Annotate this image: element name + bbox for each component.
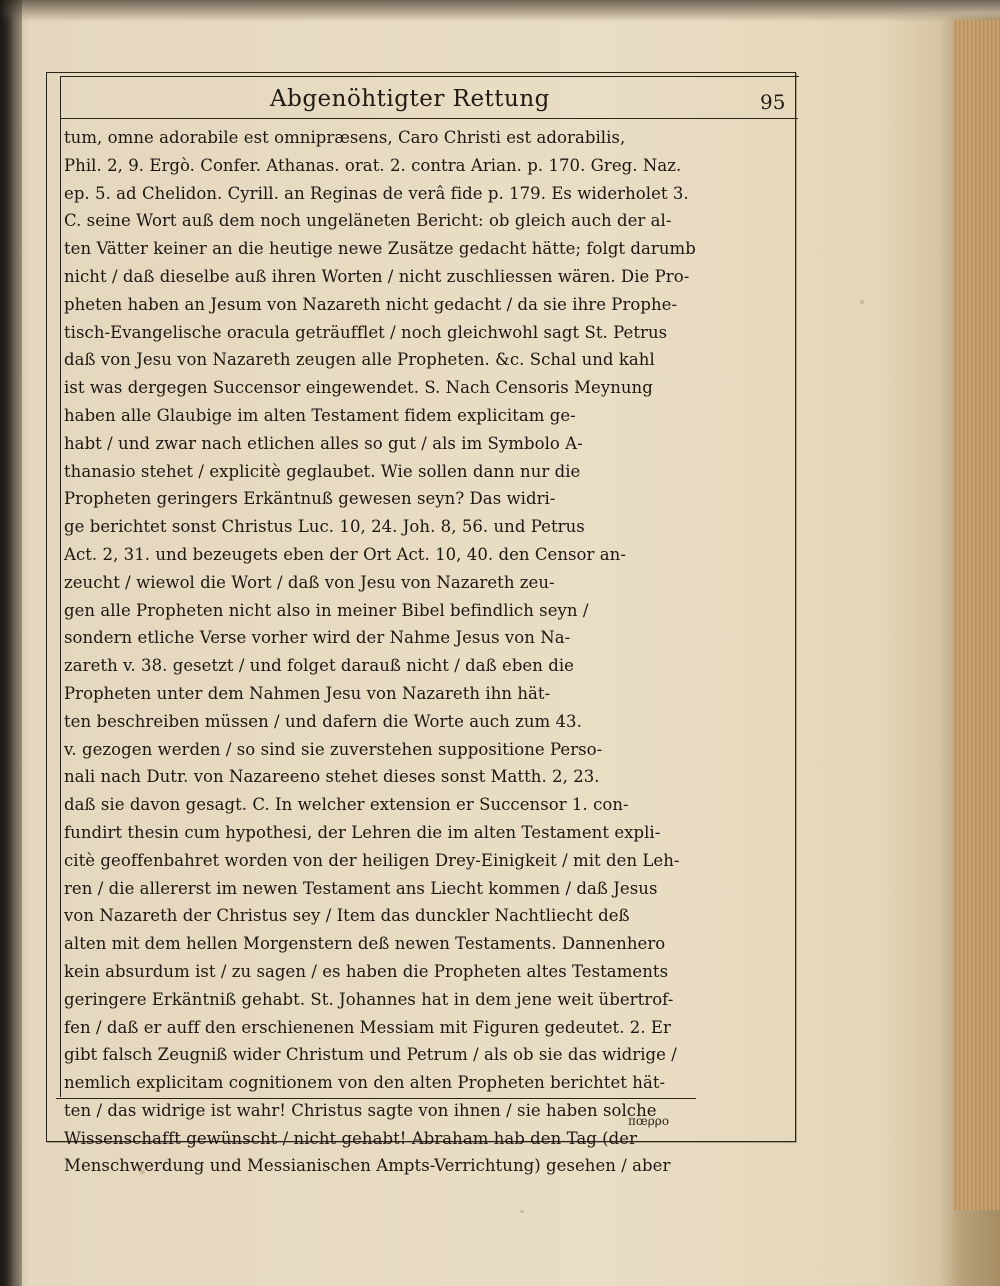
- text-line: von Nazareth der Christus sey / Item das dunckler Nachtliecht deß: [64, 906, 630, 926]
- text-line: thanasio stehet / explicitè geglaubet. Wie sollen dann nur die: [64, 461, 581, 481]
- text-line: alten mit dem hellen Morgenstern deß newen Testaments. Dannenhero: [64, 934, 666, 954]
- text-line: nali nach Dutr. von Nazareeno stehet dieses sonst Matth. 2, 23.: [64, 767, 600, 787]
- text-line: zareth v. 38. gesetzt / und folget darauß nicht / daß eben die: [64, 656, 574, 676]
- text-line: Act. 2, 31. und bezeugets eben der Ort Act. 10, 40. den Censor an-: [64, 544, 626, 564]
- paper-speck: [860, 300, 864, 304]
- page-top-edge: [0, 0, 1000, 22]
- catchword: πœρρο: [628, 1114, 670, 1128]
- text-line: Phil. 2, 9. Ergò. Confer. Athanas. orat. 2. contra Arian. p. 170. Greg. Naz.: [64, 155, 682, 175]
- paper-speck: [520, 1210, 524, 1213]
- text-line: nicht / daß dieselbe auß ihren Worten / nicht zuschliessen wären. Die Pro-: [64, 266, 690, 286]
- text-line: daß von Jesu von Nazareth zeugen alle Propheten. &c. Schal und kahl: [64, 350, 655, 370]
- running-head: Abgenöhtigter Rettung: [270, 86, 550, 112]
- text-line: fundirt thesin cum hypothesi, der Lehren die im alten Testament expli-: [64, 822, 661, 842]
- text-line: ist was dergegen Succensor eingewendet. S. Nach Censoris Meynung: [64, 378, 653, 398]
- text-line: ten / das widrige ist wahr! Christus sagte von ihnen / sie haben solche: [64, 1100, 657, 1120]
- text-line: haben alle Glaubige im alten Testament fidem explicitam ge-: [64, 405, 576, 425]
- text-line: ten Vätter keiner an die heutige newe Zusätze gedacht hätte; folgt darumb: [64, 239, 696, 259]
- body-text: [64, 124, 704, 1180]
- text-line: geringere Erkäntniß gehabt. St. Johannes hat in dem jene weit übertrof-: [64, 989, 674, 1009]
- text-line: Propheten geringers Erkäntnuß gewesen seyn? Das widri-: [64, 489, 556, 509]
- text-line: fen / daß er auff den erschienenen Messiam mit Figuren gedeutet. 2. Er: [64, 1017, 671, 1037]
- text-line: gibt falsch Zeugniß wider Christum und Petrum / als ob sie das widrige /: [64, 1045, 677, 1065]
- text-line: habt / und zwar nach etlichen alles so gut / als im Symbolo A-: [64, 433, 583, 453]
- text-line: ten beschreiben müssen / und dafern die Worte auch zum 43.: [64, 711, 582, 731]
- text-line: tisch-Evangelische oracula geträufflet / noch gleichwohl sagt St. Petrus: [64, 322, 668, 342]
- text-line: ge berichtet sonst Christus Luc. 10, 24. Joh. 8, 56. und Petrus: [64, 517, 585, 537]
- text-line: daß sie davon gesagt. C. In welcher extension er Succensor 1. con-: [64, 795, 629, 815]
- text-line: gen alle Propheten nicht also in meiner Bibel befindlich seyn /: [64, 600, 589, 620]
- text-line: Wissenschafft gewünscht / nicht gehabt! Abraham hab den Tag (der: [64, 1128, 638, 1148]
- text-line: Menschwerdung und Messianischen Ampts-Verrichtung) gesehen / aber: [64, 1156, 671, 1176]
- text-line: nemlich explicitam cognitionem von den alten Propheten berichtet hät-: [64, 1073, 666, 1093]
- gutter-shadow: [0, 0, 22, 1286]
- text-line: ren / die allererst im newen Testament ans Liecht kommen / daß Jesus: [64, 878, 658, 898]
- page-fore-edge: [954, 20, 1000, 1210]
- text-line: kein absurdum ist / zu sagen / es haben die Propheten altes Testaments: [64, 961, 669, 981]
- text-line: sondern etliche Verse vorher wird der Nahme Jesus von Na-: [64, 628, 571, 648]
- text-line: C. seine Wort auß dem noch ungeläneten Bericht: ob gleich auch der al-: [64, 211, 672, 231]
- header-rule: [60, 118, 798, 119]
- paper-speck: [140, 1170, 145, 1174]
- text-line: Propheten unter dem Nahmen Jesu von Nazareth ihn hät-: [64, 683, 551, 703]
- text-line: citè geoffenbahret worden von der heiligen Drey-Einigkeit / mit den Leh-: [64, 850, 680, 870]
- footer-rule: [56, 1098, 696, 1099]
- text-line: zeucht / wiewol die Wort / daß von Jesu von Nazareth zeu-: [64, 572, 555, 592]
- text-line: v. gezogen werden / so sind sie zuverstehen suppositione Perso-: [64, 739, 603, 759]
- text-line: ep. 5. ad Chelidon. Cyrill. an Reginas de verâ fide p. 179. Es widerholet 3.: [64, 183, 689, 203]
- text-line: tum, omne adorabile est omnipræsens, Caro Christi est adorabilis,: [64, 128, 626, 147]
- text-line: pheten haben an Jesum von Nazareth nicht gedacht / da sie ihre Prophe-: [64, 294, 678, 314]
- page-number: 95: [760, 90, 786, 114]
